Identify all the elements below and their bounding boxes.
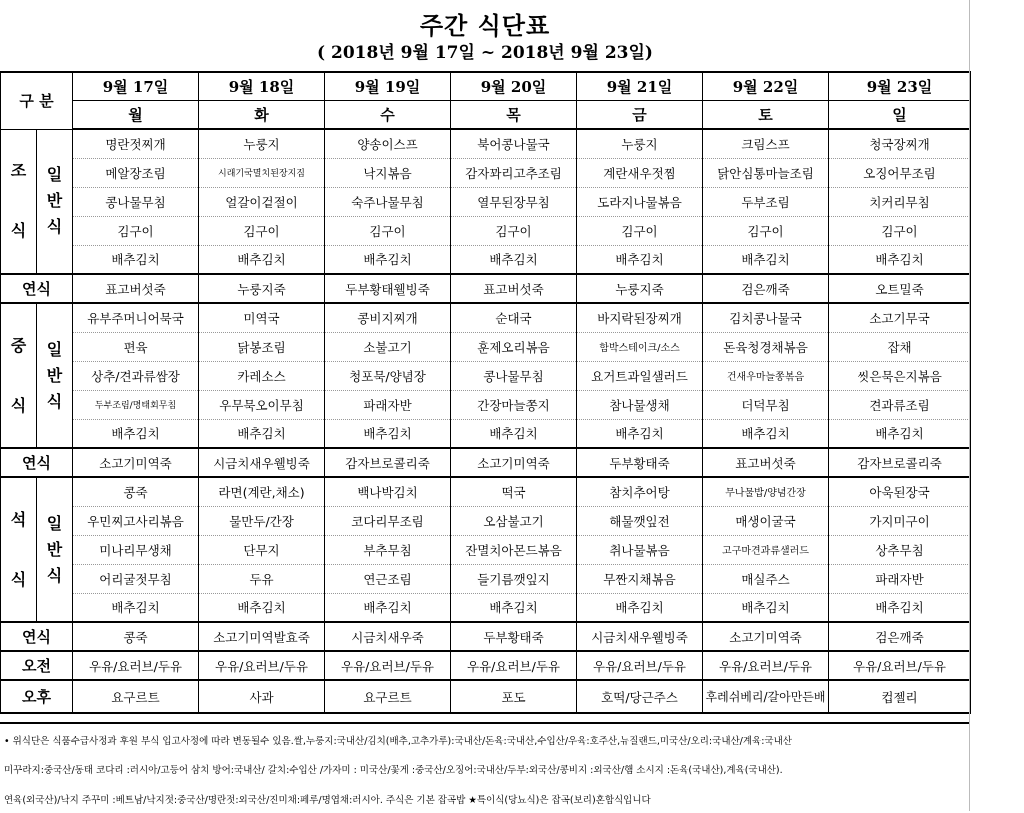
menu-cell: 오징어무조림: [829, 158, 971, 187]
menu-cell: 콩비지찌개: [325, 303, 451, 332]
weekday-cell: 화: [199, 100, 325, 129]
menu-cell: 배추김치: [199, 245, 325, 274]
menu-cell: 배추김치: [451, 419, 577, 448]
menu-cell: 라면(계란,채소): [199, 477, 325, 506]
menu-cell: 씻은묵은지볶음: [829, 361, 971, 390]
menu-cell: 매실주스: [703, 564, 829, 593]
menu-cell: 김구이: [577, 216, 703, 245]
menu-cell: 치커리무침: [829, 187, 971, 216]
footnote-line: 미꾸라지:중국산/동태 코다리 :러시아/고등어 삼치 방어:국내산/ 갈치:수입산 /가자미 : 미국산/꽃게 :중국산/오징어:국내산/두부:외국산/콩비지 :외국산/햄 소시지 :돈육(국내산),계육(국내산).: [4, 765, 783, 776]
soft-diet-row: [1, 448, 971, 477]
menu-cell: 표고버섯죽: [73, 274, 199, 303]
menu-cell: 미역국: [199, 303, 325, 332]
footnote-line: • 위식단은 식품수급사정과 후원 부식 입고사정에 따라 변동될수 있음.쌀,누룽지:국내산/김치(배추,고추가루):국내산/돈육:국내산,수입산/우육:호주산,뉴질랜드,미국산/오리:국내산/계육:국내산: [4, 736, 792, 747]
menu-cell: 우유/요러브/두유: [703, 651, 829, 680]
menu-cell: 소불고기: [325, 332, 451, 361]
weekday-row: [1, 100, 971, 129]
menu-cell: 배추김치: [577, 419, 703, 448]
table-row: [1, 477, 971, 506]
menu-cell: 후레쉬베리/갈아만든배: [703, 680, 829, 713]
menu-cell: 파래자반: [325, 390, 451, 419]
date-cell: 9월 21일: [577, 72, 703, 100]
menu-cell: 파래자반: [829, 564, 971, 593]
menu-cell: 청국장찌개: [829, 129, 971, 158]
menu-cell: 상추무침: [829, 535, 971, 564]
menu-cell: 양송이스프: [325, 129, 451, 158]
date-cell: 9월 22일: [703, 72, 829, 100]
menu-cell: 두부황태웰빙죽: [325, 274, 451, 303]
menu-cell: 두유: [199, 564, 325, 593]
menu-cell: 잡채: [829, 332, 971, 361]
menu-cell: 매생이굴국: [703, 506, 829, 535]
menu-cell: 누룽지죽: [199, 274, 325, 303]
menu-cell: 시금치새우웰빙죽: [577, 622, 703, 651]
menu-cell: 요거트과일샐러드: [577, 361, 703, 390]
menu-cell: 김치콩나물국: [703, 303, 829, 332]
menu-cell: 배추김치: [829, 419, 971, 448]
menu-cell: 고구마견과류샐러드: [703, 535, 829, 564]
menu-cell: 메알장조림: [73, 158, 199, 187]
menu-cell: 두부조림: [703, 187, 829, 216]
menu-cell: 건새우마늘쫑볶음: [703, 361, 829, 390]
menu-cell: 상추/견과류쌈장: [73, 361, 199, 390]
date-cell: 9월 23일: [829, 72, 971, 100]
menu-cell: 두부황태죽: [451, 622, 577, 651]
menu-cell: 배추김치: [829, 593, 971, 622]
pm-snack-label: 오후: [1, 680, 73, 713]
menu-cell: 요구르트: [325, 680, 451, 713]
date-cell: 9월 18일: [199, 72, 325, 100]
menu-cell: 단무지: [199, 535, 325, 564]
menu-cell: 배추김치: [703, 593, 829, 622]
menu-cell: 연근조림: [325, 564, 451, 593]
menu-cell: 백나박김치: [325, 477, 451, 506]
table-row: [1, 390, 971, 419]
menu-cell: 김구이: [73, 216, 199, 245]
menu-cell: 더덕무침: [703, 390, 829, 419]
menu-cell: 김구이: [829, 216, 971, 245]
dinner-label: 석 식: [1, 477, 37, 622]
menu-cell: 시금치새우죽: [325, 622, 451, 651]
menu-cell: 물만두/간장: [199, 506, 325, 535]
menu-cell: 우유/요러브/두유: [577, 651, 703, 680]
menu-cell: 배추김치: [199, 419, 325, 448]
menu-cell: 카레소스: [199, 361, 325, 390]
menu-cell: 참치추어탕: [577, 477, 703, 506]
page-edge: [969, 0, 970, 811]
menu-cell: 누룽지: [577, 129, 703, 158]
menu-cell: 떡국: [451, 477, 577, 506]
menu-cell: 배추김치: [73, 419, 199, 448]
menu-cell: 우유/요러브/두유: [325, 651, 451, 680]
menu-cell: 포도: [451, 680, 577, 713]
menu-cell: 우유/요러브/두유: [199, 651, 325, 680]
menu-cell: 계란새우젓찜: [577, 158, 703, 187]
menu-cell: 얼갈이겉절이: [199, 187, 325, 216]
general-diet-label: 일 반 식: [37, 477, 73, 622]
table-row: [1, 129, 971, 158]
table-row: [1, 245, 971, 274]
weekday-cell: 목: [451, 100, 577, 129]
soft-diet-label: 연식: [1, 274, 73, 303]
menu-cell: 아욱된장국: [829, 477, 971, 506]
breakfast-label: 조 식: [1, 129, 37, 274]
footnotes: [0, 722, 970, 813]
menu-cell: 누룽지: [199, 129, 325, 158]
menu-cell: 배추김치: [451, 593, 577, 622]
pm-snack-row: [1, 680, 971, 713]
menu-cell: 우민찌고사리볶음: [73, 506, 199, 535]
table-row: [1, 564, 971, 593]
menu-cell: 배추김치: [703, 419, 829, 448]
menu-cell: 호떡/당근주스: [577, 680, 703, 713]
menu-cell: 배추김치: [325, 419, 451, 448]
menu-cell: 오삼불고기: [451, 506, 577, 535]
menu-cell: 무나물밥/양념간장: [703, 477, 829, 506]
table-row: [1, 187, 971, 216]
table-row: [1, 419, 971, 448]
menu-cell: 바지락된장찌개: [577, 303, 703, 332]
menu-cell: 소고기미역죽: [703, 622, 829, 651]
menu-cell: 콩죽: [73, 477, 199, 506]
menu-table: [0, 71, 971, 714]
soft-diet-row: [1, 274, 971, 303]
menu-cell: 배추김치: [199, 593, 325, 622]
date-cell: 9월 20일: [451, 72, 577, 100]
table-row: [1, 303, 971, 332]
menu-cell: 컵젤리: [829, 680, 971, 713]
menu-cell: 부추무침: [325, 535, 451, 564]
date-range: ( 2018년 9월 17일 ~ 2018년 9월 23일): [317, 43, 653, 63]
menu-cell: 배추김치: [325, 245, 451, 274]
menu-cell: 유부주머니어묵국: [73, 303, 199, 332]
menu-cell: 우무묵오이무침: [199, 390, 325, 419]
menu-cell: 우유/요러브/두유: [451, 651, 577, 680]
menu-cell: 소고기미역죽: [73, 448, 199, 477]
table-row: [1, 593, 971, 622]
weekday-cell: 일: [829, 100, 971, 129]
menu-cell: 돈육청경채볶음: [703, 332, 829, 361]
menu-cell: 감자브로콜리죽: [829, 448, 971, 477]
menu-cell: 어리굴젓무침: [73, 564, 199, 593]
menu-cell: 도라지나물볶음: [577, 187, 703, 216]
gubun-header: 구 분: [1, 72, 73, 129]
menu-cell: 배추김치: [829, 245, 971, 274]
menu-cell: 크림스프: [703, 129, 829, 158]
page-title: 주간 식단표: [419, 11, 551, 40]
menu-cell: 사과: [199, 680, 325, 713]
menu-cell: 두부조림/명태회무침: [73, 390, 199, 419]
weekday-cell: 금: [577, 100, 703, 129]
menu-cell: 해물깻잎전: [577, 506, 703, 535]
menu-cell: 김구이: [451, 216, 577, 245]
menu-cell: 우유/요러브/두유: [73, 651, 199, 680]
menu-cell: 시래기국멸치된장지짐: [199, 158, 325, 187]
menu-cell: 잔멸치아몬드볶음: [451, 535, 577, 564]
menu-cell: 감자꽈리고추조림: [451, 158, 577, 187]
menu-cell: 견과류조림: [829, 390, 971, 419]
menu-cell: 가지미구이: [829, 506, 971, 535]
menu-cell: 열무된장무침: [451, 187, 577, 216]
menu-cell: 닭봉조림: [199, 332, 325, 361]
menu-cell: 배추김치: [577, 593, 703, 622]
am-snack-row: [1, 651, 971, 680]
table-row: [1, 158, 971, 187]
menu-cell: 북어콩나물국: [451, 129, 577, 158]
soft-diet-row: [1, 622, 971, 651]
menu-cell: 낙지볶음: [325, 158, 451, 187]
menu-cell: 청포묵/양념장: [325, 361, 451, 390]
menu-cell: 들기름깻잎지: [451, 564, 577, 593]
menu-cell: 콩나물무침: [73, 187, 199, 216]
general-diet-label: 일 반 식: [37, 129, 73, 274]
menu-cell: 우유/요러브/두유: [829, 651, 971, 680]
menu-cell: 검은깨죽: [703, 274, 829, 303]
soft-diet-label: 연식: [1, 622, 73, 651]
table-row: [1, 216, 971, 245]
menu-cell: 무짠지채볶음: [577, 564, 703, 593]
menu-cell: 시금치새우웰빙죽: [199, 448, 325, 477]
menu-cell: 요구르트: [73, 680, 199, 713]
menu-cell: 김구이: [199, 216, 325, 245]
menu-cell: 표고버섯죽: [703, 448, 829, 477]
menu-cell: 두부황태죽: [577, 448, 703, 477]
menu-cell: 함박스테이크/소스: [577, 332, 703, 361]
menu-cell: 배추김치: [73, 593, 199, 622]
menu-cell: 오트밀죽: [829, 274, 971, 303]
menu-cell: 숙주나물무침: [325, 187, 451, 216]
menu-cell: 소고기미역발효죽: [199, 622, 325, 651]
weekday-cell: 토: [703, 100, 829, 129]
table-row: [1, 361, 971, 390]
date-cell: 9월 19일: [325, 72, 451, 100]
am-snack-label: 오전: [1, 651, 73, 680]
menu-cell: 간장마늘쫑지: [451, 390, 577, 419]
menu-cell: 배추김치: [73, 245, 199, 274]
menu-cell: 순대국: [451, 303, 577, 332]
menu-cell: 콩나물무침: [451, 361, 577, 390]
table-row: [1, 535, 971, 564]
menu-cell: 배추김치: [703, 245, 829, 274]
menu-cell: 명란젓찌개: [73, 129, 199, 158]
footnote-line: 연육(외국산)/낙지 주꾸미 :베트남/낙지젓:중국산/명란젓:외국산/진미채:페루/명엽채:러시아. 주식은 기본 잡곡밥 ★특이식(당뇨식)은 잡곡(보리)혼합식입니다: [4, 795, 651, 806]
menu-cell: 훈제오리볶음: [451, 332, 577, 361]
general-diet-label: 일 반 식: [37, 303, 73, 448]
menu-cell: 콩죽: [73, 622, 199, 651]
menu-cell: 미나리무생채: [73, 535, 199, 564]
menu-cell: 배추김치: [325, 593, 451, 622]
menu-cell: 표고버섯죽: [451, 274, 577, 303]
menu-cell: 검은깨죽: [829, 622, 971, 651]
menu-cell: 배추김치: [577, 245, 703, 274]
menu-cell: 참나물생채: [577, 390, 703, 419]
menu-cell: 누룽지죽: [577, 274, 703, 303]
menu-cell: 편육: [73, 332, 199, 361]
menu-cell: 감자브로콜리죽: [325, 448, 451, 477]
menu-cell: 취나물볶음: [577, 535, 703, 564]
lunch-label: 중 식: [1, 303, 37, 448]
menu-cell: 소고기미역죽: [451, 448, 577, 477]
date-row: [1, 72, 971, 100]
table-row: [1, 332, 971, 361]
menu-cell: 김구이: [703, 216, 829, 245]
menu-cell: 김구이: [325, 216, 451, 245]
menu-cell: 코다리무조림: [325, 506, 451, 535]
menu-cell: 닭안심통마늘조림: [703, 158, 829, 187]
weekday-cell: 수: [325, 100, 451, 129]
date-cell: 9월 17일: [73, 72, 199, 100]
weekday-cell: 월: [73, 100, 199, 129]
table-row: [1, 506, 971, 535]
menu-cell: 배추김치: [451, 245, 577, 274]
menu-cell: 소고기무국: [829, 303, 971, 332]
soft-diet-label: 연식: [1, 448, 73, 477]
